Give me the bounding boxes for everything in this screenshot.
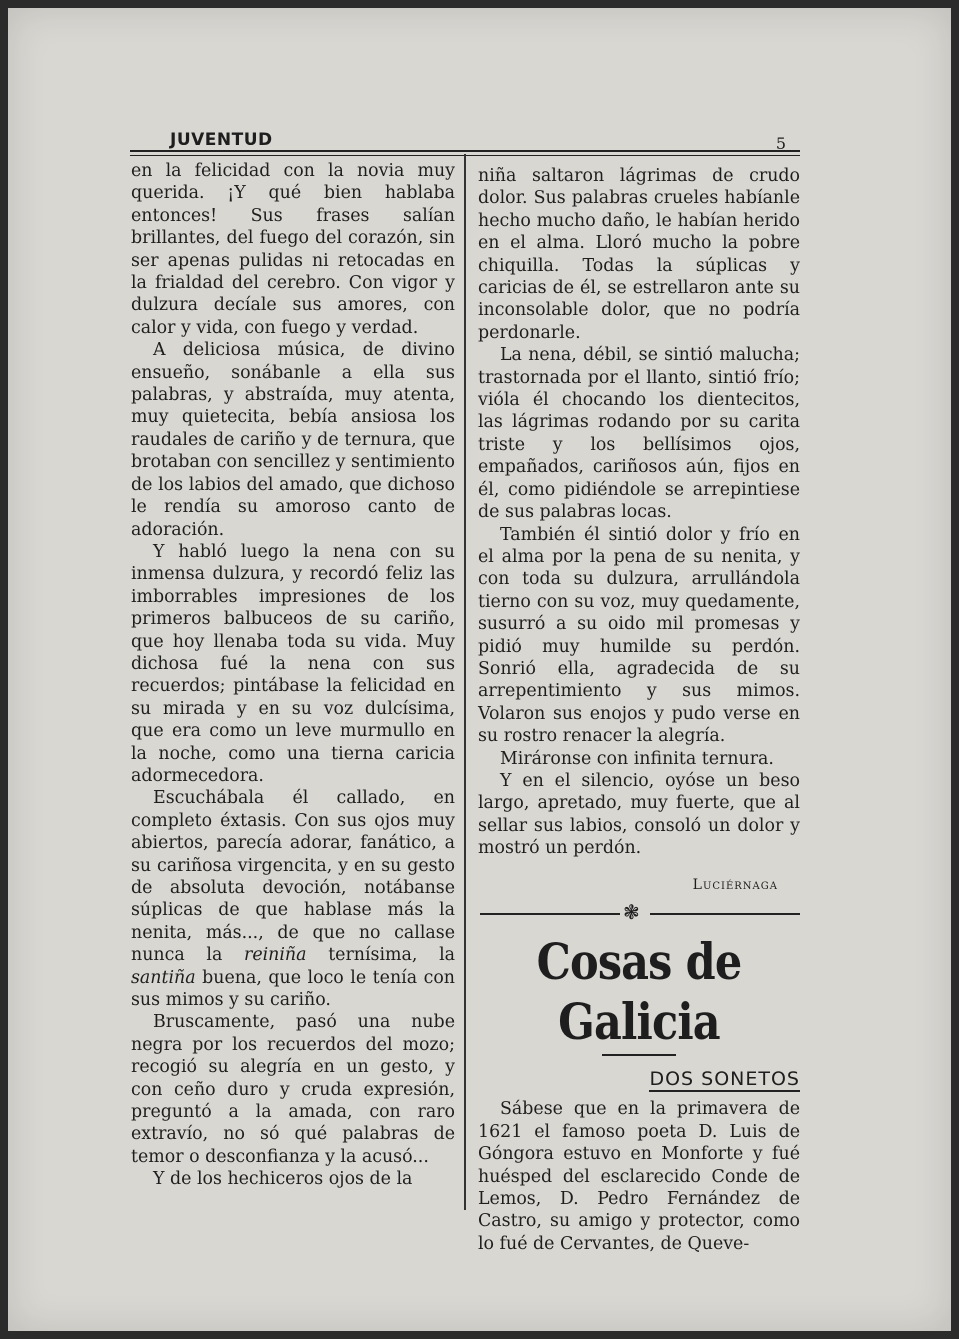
page-number: 5: [775, 134, 786, 153]
subtitle-text: DOS SONETOS: [649, 1068, 800, 1090]
section-subtitle: [478, 1068, 800, 1090]
paragraph: Y en el silencio, oyóse un beso largo, apretado, muy fuerte, que al sellar sus labios, consoló un dolor y mostró un perdón.: [478, 770, 800, 859]
divider-line: [650, 913, 800, 915]
paragraph: A deliciosa música, de divino ensueño, sonábanle a ella sus palabras, y abstraída, muy atenta, muy quietecita, bebía ansiosa los raudales de cariño y de ternura, que brotaban con sencillez y sentimiento de los labios del amado, que dichoso le rendía su amoroso canto de adoración.: [131, 340, 455, 540]
journal-title: JUVENTUD: [170, 130, 273, 150]
paragraph-text: ternísima, la: [328, 945, 456, 966]
paragraph: Y habló luego la nena con su inmensa dulzura, y recordó feliz las imborrables impresiones de los primeros balbuceos de su cariño, que hoy llenaba toda su vida. Muy dichosa fué la nena con sus recuerdos; pintábase la felicidad en su mirada y en su voz dulcísima, que era como un leve murmullo en la noche, como una tierna caricia adormecedora.: [131, 541, 455, 786]
divider-line: [480, 913, 620, 915]
paragraph: Sábese que en la primavera de 1621 el famoso poeta D. Luis de Góngora estuvo en Monforte y fué huésped del esclarecido Conde de Lemos, D. Pedro Fernández de Castro, su amigo y protector, como lo fué de Cervantes, de Queve-: [478, 1099, 800, 1254]
italic-word: santiña: [131, 967, 196, 988]
right-column: [478, 165, 800, 1255]
left-column: [131, 160, 455, 1191]
author-signature: Luciérnaga: [692, 876, 778, 893]
paragraph: También él sintió dolor y frío en el alma por la pena de su nenita, y con toda su dulzura, arrullándola tierno con su voz, muy quedamente, susurró a su oido mil promesas y pidió muy humilde su perdón. Sonrió ella, agradecida de su arrepentimiento y sus mimos. Volaron sus enojos y pudo verse en su rostro renacer la alegría.: [478, 524, 800, 747]
paragraph: Miráronse con infinita ternura.: [500, 748, 774, 769]
paragraph-text: buena, que loco le tenía con sus mimos y su cariño.: [131, 967, 456, 1011]
italic-word: reiniña: [244, 945, 307, 966]
flower-ornament-icon: ❃: [623, 900, 640, 924]
paragraph: [131, 787, 455, 1011]
title-rule: [602, 1054, 676, 1056]
paragraph-text: Escuchábala él callado, en completo éxtasis. Con sus ojos muy abiertos, parecía adorar, fanático, a su cariñosa virgencita, y en su gesto de absoluta devoción, notábanse súplicas de que hablase más la nenita, más..., de que no callase nunca la: [131, 788, 455, 966]
paragraph: en la felicidad con la novia muy querida. ¡Y qué bien hablaba entonces! Sus frases salían brillantes, del fuego del corazón, sin ser apenas pulidas ni retocadas en la frialdad del cerebro. Con vigor y dulzura decíale sus amores, con calor y vida, con fuego y verdad.: [131, 161, 455, 338]
paragraph: Bruscamente, pasó una nube negra por los recuerdos del mozo; recogió su alegría en un gesto, y con ceño duro y cruda expresión, preguntó a la amada, con raro extravío, no só qué palabras de temor o desconfianza y la acusó...: [131, 1012, 455, 1167]
section-title: Cosas de Galicia: [536, 932, 742, 1051]
ornament-divider: [478, 900, 800, 924]
paragraph: La nena, débil, se sintió malucha; trastornada por el llanto, sintió frío; vióla él chocando los dientecitos, las lágrimas rodando por su carita triste y los bellísimos ojos, empañados, cariñosos aún, fijos en él, como pidiéndole se arrepintiese de sus palabras locas.: [478, 345, 800, 523]
paragraph: niña saltaron lágrimas de crudo dolor. Sus palabras crueles habíanle hecho mucho daño, le habían herido en el alma. Lloró mucho la pobre chiquilla. Todas la súplicas y caricias de él, se estrellaron ante su inconsolable dolor, que no podría perdonarle.: [478, 166, 800, 343]
paragraph: Y de los hechiceros ojos de la: [153, 1169, 413, 1190]
column-divider: [464, 154, 466, 1210]
